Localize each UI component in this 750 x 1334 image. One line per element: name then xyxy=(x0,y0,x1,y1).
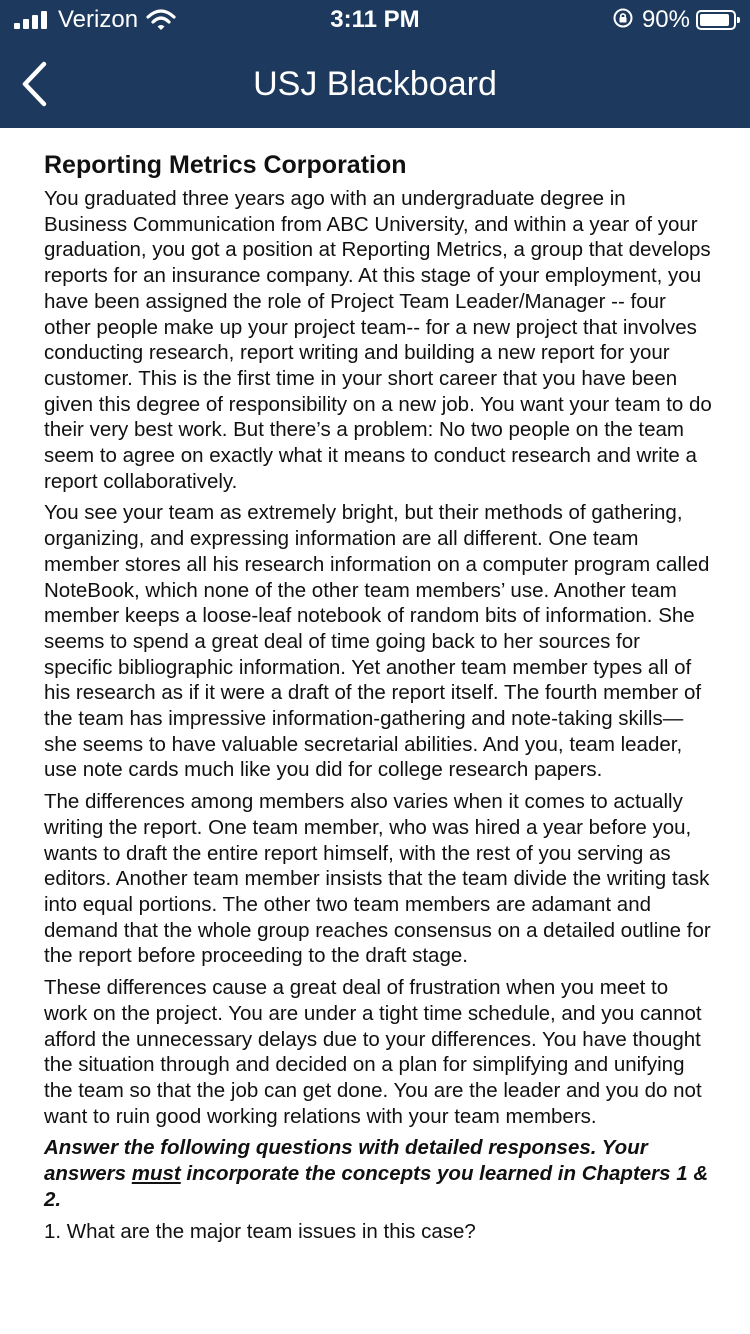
instructions-emphasis: must xyxy=(131,1162,181,1186)
top-bar xyxy=(0,0,750,128)
paragraph: These differences cause a great deal of frustration when you meet to work on the project. You are under a tight time schedule, and you cannot afford the unnecessary delays due to your differences. You have thought the situation through and decided on a plan for simplifying and unifying the team so that the job can get done. You are the leader and you do not want to ruin good working relations with your team members. xyxy=(44,976,702,1128)
paragraph: You graduated three years ago with an undergraduate degree in Business Communication from ABC University, and within a year of your graduation, you got a position at Reporting Metrics, a group that develops reports for an insurance company. At this stage of your employment, you have been assigned the role of Project Team Leader/Manager -- four other people make up your project team-- for a new project that involves conducting research, report writing and building a new report for your customer. This is the first time in your short career that you have been given this degree of responsibility on a new job. You want your team to do their very best work. But there’s a problem: No two people on the team seem to agree on exactly what it means to conduct research and write a report collaboratively. xyxy=(44,187,712,493)
paragraph: You see your team as extremely bright, but their methods of gathering, organizing, and expressing information are all different. One team member stores all his research information on a computer program called NoteBook, which none of the other team members’ use. Another team member keeps a loose-leaf notebook of random bits of information. She seems to spend a great deal of time going back to her sources for specific bibliographic information. Yet another team member types all of his research as if it were a draft of the report itself. The fourth member of the team has impressive information-gathering and note-taking skills—she seems to have valuable secretarial abilities. And you, team leader, use note cards much like you did for college research papers. xyxy=(44,501,710,782)
status-right xyxy=(612,7,736,33)
instructions-text-end: incorporate the concepts you learned in Chapters 1 & 2. xyxy=(44,1162,709,1212)
status-time: 3:11 PM xyxy=(330,6,420,33)
instructions xyxy=(44,1135,712,1213)
battery-fill xyxy=(700,14,729,26)
battery-nub xyxy=(737,17,740,23)
nav-bar xyxy=(0,40,750,128)
paragraph: The differences among members also varies when it comes to actually writing the report. One team member, who was hired a year before you, wants to draft the entire report himself, with the rest of you serving as editors. Another team member insists that the team divide the writing task into equal portions. The other two team members are adamant and demand that the whole group reaches consensus on a detailed outline for the report before proceeding to the draft stage. xyxy=(44,790,711,968)
page-title: USJ Blackboard xyxy=(253,65,497,103)
orientation-lock-icon xyxy=(612,7,634,34)
question-1: 1. What are the major team issues in this case? xyxy=(44,1220,476,1244)
carrier-name: Verizon xyxy=(58,6,139,33)
instructions-text: Answer the following questions with detailed responses. Your answers xyxy=(44,1136,648,1186)
document-title: Reporting Metrics Corporation xyxy=(44,151,407,179)
battery-icon xyxy=(696,10,736,30)
document-content xyxy=(44,150,712,1245)
status-bar xyxy=(0,0,750,40)
battery-percent: 90% xyxy=(641,6,690,33)
